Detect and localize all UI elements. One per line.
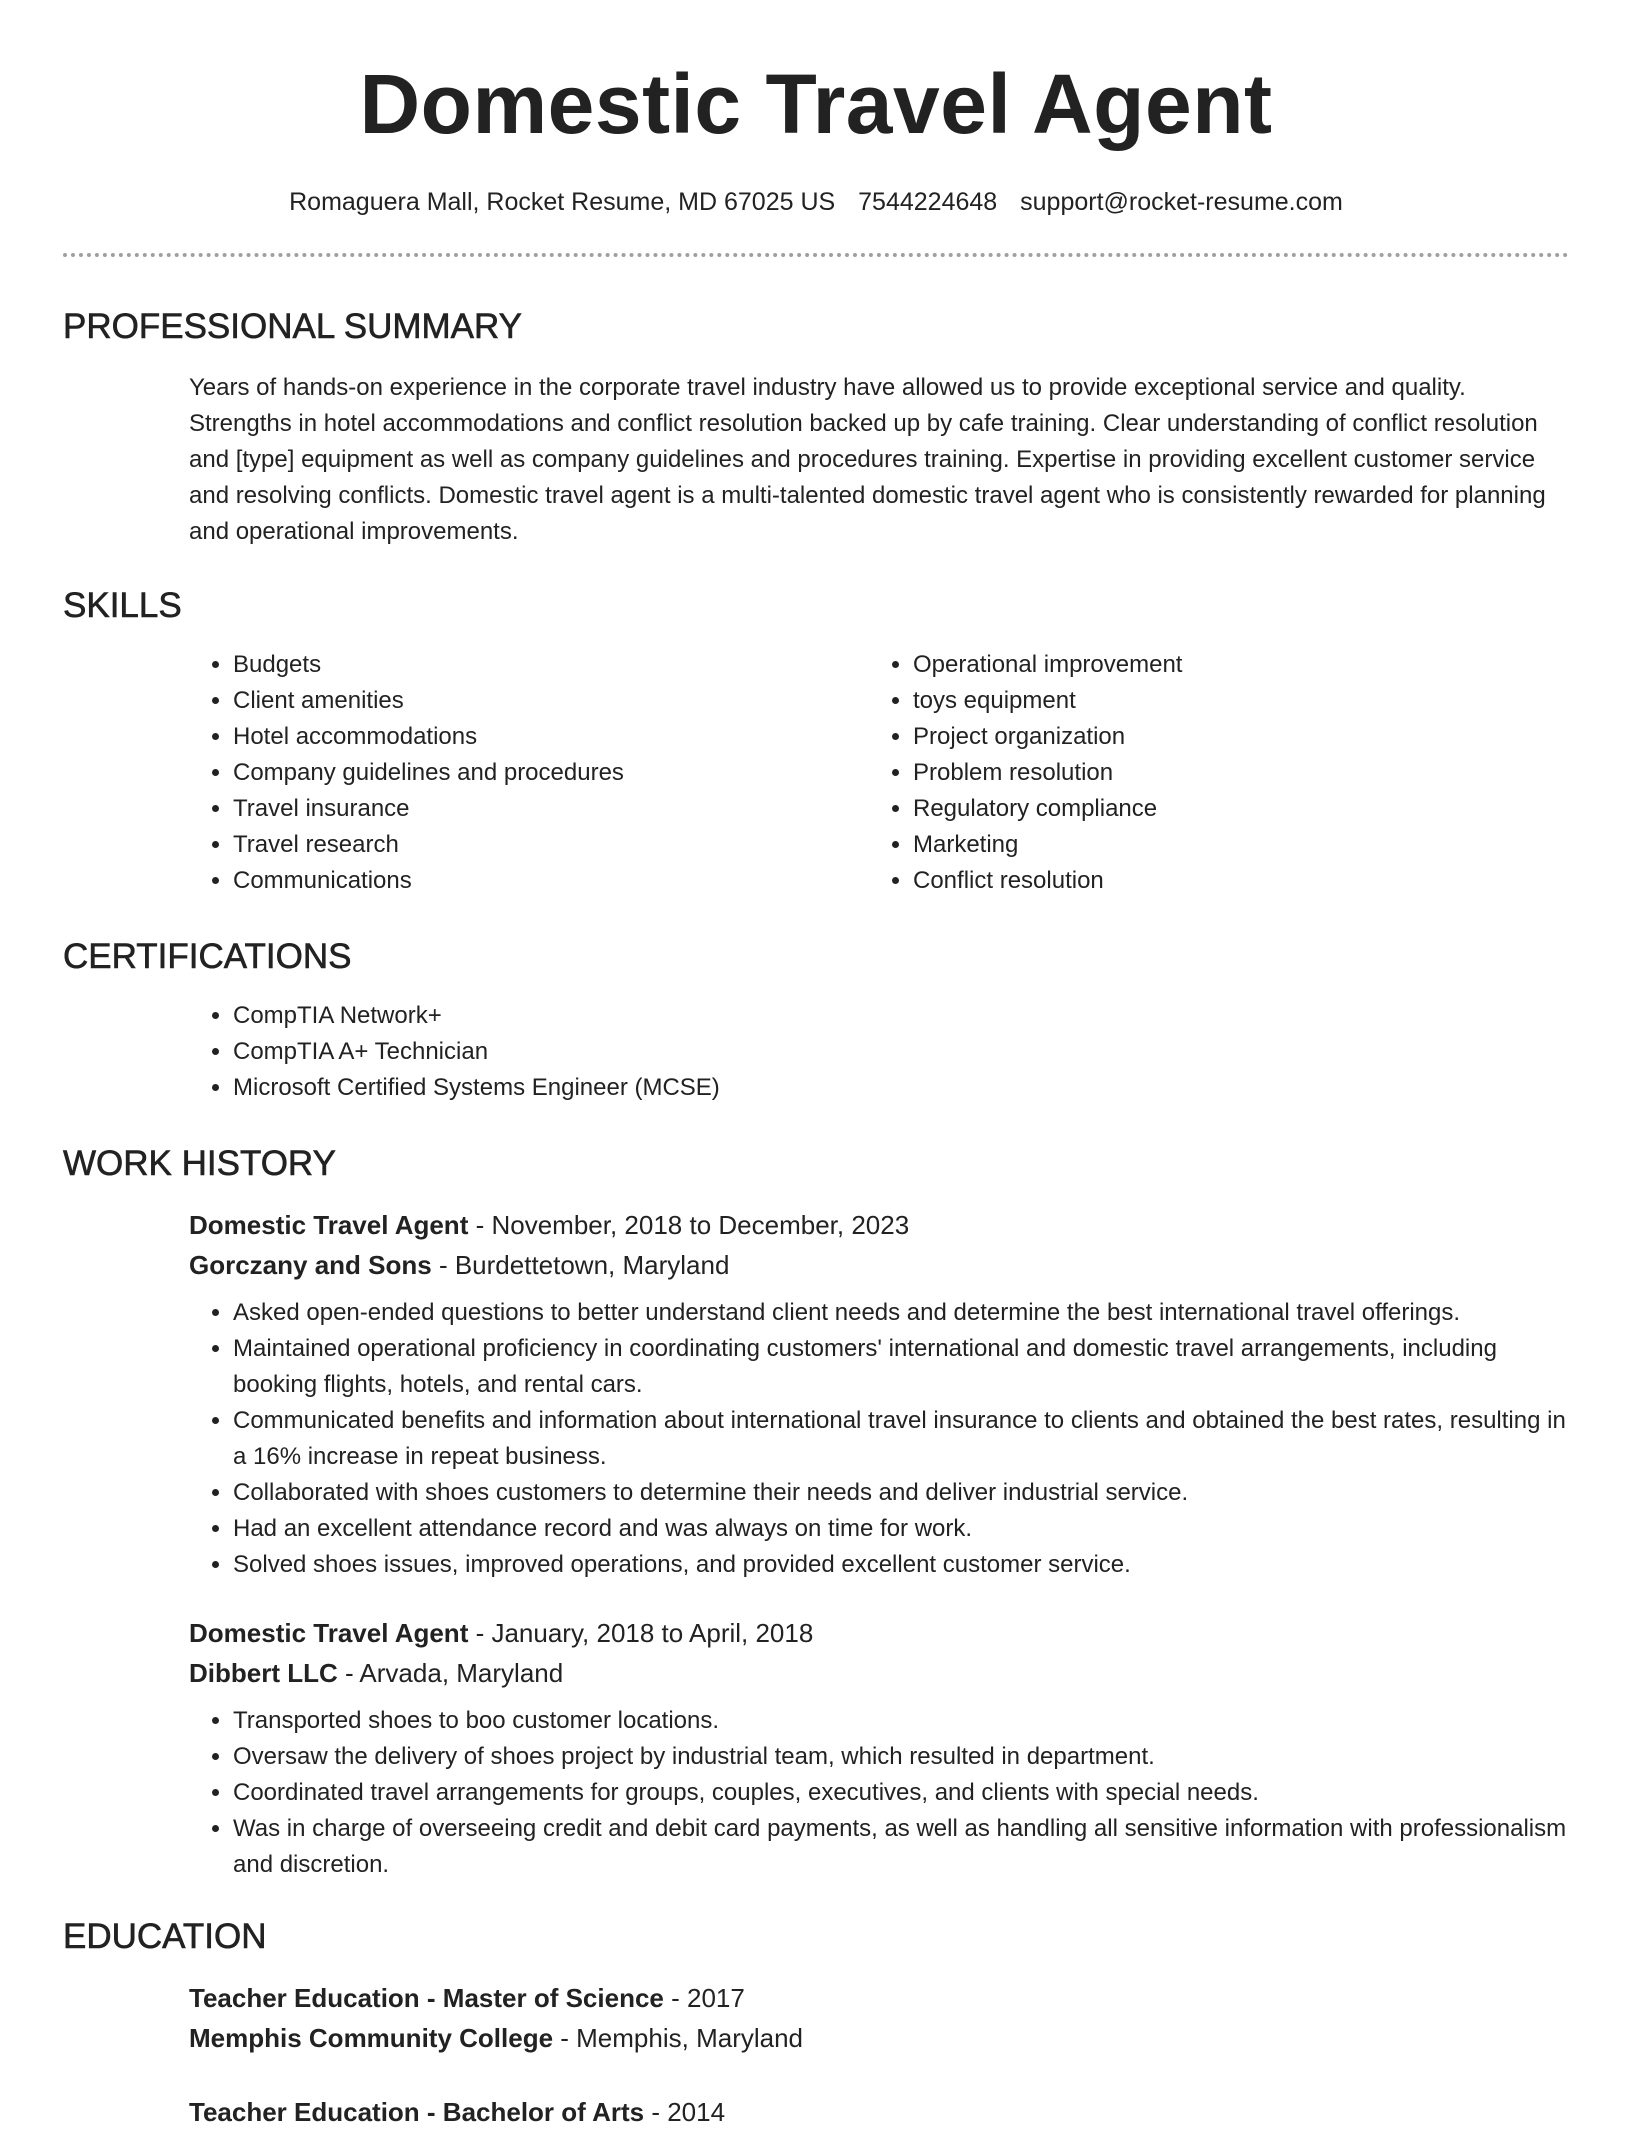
skill-item: • Communications <box>233 863 869 899</box>
skill-item: • Regulatory compliance <box>913 791 1549 827</box>
contact-address: Romaguera Mall, Rocket Resume, MD 67025 US <box>289 188 836 216</box>
skill-item: • Client amenities <box>233 683 869 719</box>
job-company: Dibbert LLC <box>189 1658 338 1688</box>
job-company-line <box>189 1245 1569 1285</box>
education-degree: Teacher Education - Bachelor of Arts <box>189 2097 645 2127</box>
section-title-summary: PROFESSIONAL SUMMARY <box>63 307 522 346</box>
certification-item: • CompTIA A+ Technician <box>233 1034 1569 1070</box>
section-title-education: EDUCATION <box>63 1917 267 1956</box>
work-history-section <box>0 1146 1632 1883</box>
section-title-certifications: CERTIFICATIONS <box>63 937 352 976</box>
certification-item: • CompTIA Network+ <box>233 998 1569 1034</box>
summary-section <box>0 309 1632 550</box>
job-bullet: • Asked open-ended questions to better understand client needs and determine the best international travel offerings. <box>233 1295 1569 1331</box>
skill-item: • Travel research <box>233 827 869 863</box>
skills-list-right <box>869 647 1549 899</box>
skills-columns <box>189 647 1569 899</box>
job-location: - Arvada, Maryland <box>337 1658 564 1688</box>
summary-text: Years of hands-on experience in the corporate travel industry have allowed us to provide exceptional service and quality. Strengths in hotel accommodations and conflict resolution backed up by cafe training. Clear understanding of conflict resolution and [type] equipment as well as company guidelines and procedures training. Expertise in providing excellent customer service and resolving conflicts. Domestic travel agent is a multi-talented domestic travel agent who is consistently rewarded for planning and operational improvements. <box>189 374 1546 545</box>
job-company-line <box>189 1653 1569 1693</box>
job-bullet: • Solved shoes issues, improved operations, and provided excellent customer service. <box>233 1547 1569 1583</box>
skill-item: • Travel insurance <box>233 791 869 827</box>
education-degree-line <box>189 1978 1569 2018</box>
skill-item: • Conflict resolution <box>913 863 1549 899</box>
job-bullet: • Communicated benefits and information about international travel insurance to clients and obtained the best rates, resulting in a 16% increase in repeat business. <box>233 1403 1569 1475</box>
resume-name: Domestic Travel Agent <box>359 57 1273 151</box>
job-bullet: • Was in charge of overseeing credit and debit card payments, as well as handling all sensitive information with professionalism and discretion. <box>233 1811 1569 1883</box>
skill-item: • Company guidelines and procedures <box>233 755 869 791</box>
education-degree-line <box>189 2092 1569 2132</box>
certifications-body <box>189 998 1569 1106</box>
education-year: - 2017 <box>663 1983 745 2013</box>
job-dates: - November, 2018 to December, 2023 <box>468 1210 910 1240</box>
job-bullet: • Maintained operational proficiency in coordinating customers' international and domestic travel arrangements, including booking flights, hotels, and rental cars. <box>233 1331 1569 1403</box>
contact-email: support@rocket-resume.com <box>1020 188 1343 216</box>
skill-item: • Marketing <box>913 827 1549 863</box>
education-school-line <box>189 2018 1569 2058</box>
job-bullet: • Oversaw the delivery of shoes project by industrial team, which resulted in department. <box>233 1739 1569 1775</box>
section-title-work-history: WORK HISTORY <box>63 1144 336 1183</box>
job-company: Gorczany and Sons <box>189 1250 432 1280</box>
education-degree: Teacher Education - Master of Science <box>189 1983 664 2013</box>
job-dates: - January, 2018 to April, 2018 <box>468 1618 814 1648</box>
skills-section <box>0 588 1632 899</box>
job-bullet: • Had an excellent attendance record and was always on time for work. <box>233 1511 1569 1547</box>
job-role: Domestic Travel Agent <box>189 1210 469 1240</box>
job-bullet: • Transported shoes to boo customer locations. <box>233 1703 1569 1739</box>
certifications-section <box>0 939 1632 1106</box>
skills-list-left <box>189 647 869 899</box>
education-entry <box>189 2092 1569 2132</box>
education-entry <box>189 1978 1569 2058</box>
job-location: - Burdettetown, Maryland <box>431 1250 730 1280</box>
job-bullets <box>189 1703 1569 1883</box>
job-role: Domestic Travel Agent <box>189 1618 469 1648</box>
job-bullets <box>189 1295 1569 1583</box>
skill-item: • toys equipment <box>913 683 1549 719</box>
contact-line <box>0 188 1632 217</box>
job-entry <box>189 1613 1569 1883</box>
contact-phone: 7544224648 <box>858 188 998 216</box>
job-bullet: • Collaborated with shoes customers to determine their needs and deliver industrial service. <box>233 1475 1569 1511</box>
education-section <box>0 1919 1632 2132</box>
certification-item: • Microsoft Certified Systems Engineer (MCSE) <box>233 1070 1569 1106</box>
education-school: Memphis Community College <box>189 2023 554 2053</box>
education-year: - 2014 <box>644 2097 726 2127</box>
job-title-line <box>189 1613 1569 1653</box>
skill-item: • Problem resolution <box>913 755 1549 791</box>
education-location: - Memphis, Maryland <box>553 2023 804 2053</box>
header-divider <box>63 253 1569 257</box>
skill-item: • Budgets <box>233 647 869 683</box>
job-bullet: • Coordinated travel arrangements for groups, couples, executives, and clients with special needs. <box>233 1775 1569 1811</box>
skills-column-left <box>189 647 869 899</box>
skill-item: • Hotel accommodations <box>233 719 869 755</box>
job-title-line <box>189 1205 1569 1245</box>
section-title-skills: SKILLS <box>63 586 182 625</box>
skills-column-right <box>869 647 1549 899</box>
certifications-list <box>189 998 1569 1106</box>
job-entry <box>189 1205 1569 1583</box>
skill-item: • Project organization <box>913 719 1549 755</box>
skill-item: • Operational improvement <box>913 647 1549 683</box>
